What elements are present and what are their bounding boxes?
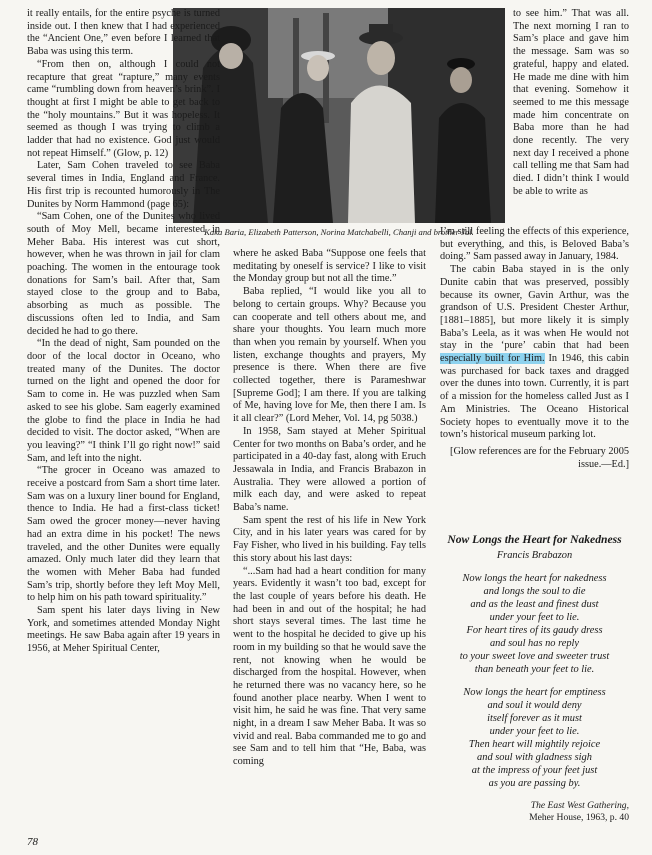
- archival-photograph: [173, 8, 505, 223]
- paragraph: [440, 264, 629, 442]
- editor-note: [Glow references are for the February 2005 issue.—Ed.]: [450, 445, 629, 470]
- photo-illustration: [173, 8, 505, 223]
- poem-stanza: [440, 686, 629, 790]
- column-left: [27, 8, 220, 656]
- column-right-top: [513, 8, 629, 199]
- paragraph: I’m still feeling the effects of this experience, but everything, and this, is Beloved Baba’s doing.” Sam passed away in January, 1984.: [440, 226, 629, 263]
- photo-caption: Kaka Baria, Elizabeth Patterson, Norina Matchabelli, Chanji and brother Jal.: [204, 227, 474, 237]
- poem-box: [440, 533, 629, 824]
- poem-line: and soul it would deny: [487, 700, 582, 711]
- poem-line: and soul has no reply: [489, 638, 580, 649]
- poem-line: Now longs the heart for nakedness: [462, 573, 607, 584]
- column-middle: [233, 248, 426, 769]
- poem-source-detail: Meher House, 1963, p. 40: [529, 812, 629, 823]
- paragraph: “Sam Cohen, one of the Dunites who lived south of Moy Mell, became interested in Meher Baba. His interest was cut short, however, when he was thrown in jail for clam poaching. The women in the entourage took donations for Sam’s bail. After that, Sam stayed close to the group and to Baba, absorbing as much as possible. The discussions often led to India, and Sam decided he had to go there.: [27, 211, 220, 337]
- paragraph: “From then on, although I could not recapture that great “rapture,” many events came “rumbling down from heaven’s brink”. I thought at first I might be able to get back to the “holy mountains.” But it was hopeless. It seemed as though I was trying to climb a ladder that had no existence. God just would not repeat Himself.” (Glow, p. 12): [27, 58, 220, 159]
- poem-stanza: [440, 572, 629, 676]
- paragraph: where he asked Baba “Suppose one feels that meditating by oneself is service? I like to visit the Monday group but not all the time.”: [233, 248, 426, 285]
- poem-line: and longs the soul to die: [483, 586, 586, 597]
- poem-line: itself forever as it must: [487, 713, 582, 724]
- paragraph: “In the dead of night, Sam pounded on the door of the local doctor in Oceano, who treated many of the Dunites. The doctor turned on the light and opened the door for Sam to come in. He was puzzled when Sam asked to see his globe. Sam eagerly examined the globe to find the place in India he had decided to visit. The doctor asked, “When are you leaving?” “I think I’ll go right now!” said Sam, and left into the night.: [27, 338, 220, 464]
- paragraph: “The grocer in Oceano was amazed to receive a postcard from Sam a short time later. Sam was on a luxury liner bound for England, thence to India. He had a first-class ticket! Sam owed the grocer money—never having had an extra dime in his pocket! The news traveled, and the other Dunites were equally amazed. Only much later did they learn that the women with Meher Baba had funded Sam’s trip, shortly before they left Moy Mell, to help him on his path toward spirituality.”: [27, 465, 220, 604]
- poem-line: as you are passing by.: [488, 778, 581, 789]
- paragraph: to see him.” That was all. The next morning I ran to Sam’s place and gave him the message. Sam was so grateful, happy and elated. He made me dine with him that evening. Somehow it seemed to me this message made him concentrate on Baba more than he had done recently. The very next day I received a phone call telling me that Sam had died. I didn’t think I would be able to write as: [513, 8, 629, 197]
- poem-title: Now Longs the Heart for Nakedness: [447, 533, 622, 546]
- poem-line: and soul with gladness sigh: [477, 752, 592, 763]
- poem-line: under your feet to lie.: [489, 612, 580, 623]
- paragraph: Sam spent the rest of his life in New York City, and in his later years was cared for by Fay Fisher, who lived in his building. Fay tells this story about his last days:: [233, 514, 426, 564]
- poem-line: For heart tires of its gaudy dress: [466, 625, 603, 636]
- column-right: [440, 226, 629, 471]
- text-run: The cabin Baba stayed in is the only Dunite cabin that was preserved, possibly because its owner, Gavin Arthur, was the grandson of U.S. President Chester Arthur, [1881–1885], but more likely it is simply Baba’s Leela, as it was when He would not stay in the ‘pure’ cabin that had been: [440, 264, 629, 352]
- poem-line: Then heart will mightily rejoice: [468, 739, 601, 750]
- poem-author: Francis Brabazon: [496, 550, 573, 561]
- paragraph: In 1958, Sam stayed at Meher Spiritual Center for two months on Baba’s order, and he participated in a 40-day fast, along with Eruch Jessawala in India, and Francis Brabazon in Australia. They were allowed a portion of milk each day, and were asked to repeat Baba’s name.: [233, 425, 426, 514]
- poem-line: than beneath your feet to lie.: [474, 664, 595, 675]
- paragraph: Baba replied, “I would like you all to belong to certain groups. Why? Because you can cooperate and tell others about me, and share your thoughts. You learn much more than when you remain by yourself. When you listen, exchange thoughts and prayers, My presence is there. When there are five collected together, there is Parameshwar [Supreme God]; I am there. If you are talking of Me, having love for Me, then there I am. Is it all clear?” (Lord Meher, Vol. 14, pg 5038.): [233, 286, 426, 425]
- paragraph: Later, Sam Cohen traveled to see Baba several times in India, England and France. His first trip is recounted humorously in The Dunites by Norm Hammond (page 65):: [27, 160, 220, 210]
- poem-source: [440, 800, 629, 824]
- poem-line: under your feet to lie.: [489, 726, 580, 737]
- paragraph: Sam spent his later days living in New York, and sometimes attended Monday Night meetings. He saw Baba again after 19 years in 1956, at Meher Spiritual Center,: [27, 605, 220, 655]
- poem-line: to your sweet love and sweeter trust: [459, 651, 610, 662]
- poem-line: at the impress of your feet just: [471, 765, 598, 776]
- page-number: 78: [27, 836, 38, 848]
- poem-line: and as the least and finest dust: [470, 599, 599, 610]
- text-run: In 1946, this cabin was purchased for back taxes and dragged over the dunes into town. Currently, it is part of a mission for the homeless called Just as I Am Ministries. The Oceano Historical Society hopes to eventually move it to the town’s historical museum parking lot.: [440, 353, 630, 441]
- paragraph: “...Sam had had a heart condition for many years. Evidently it wasn’t too bad, except for the last couple of years before his death. He had been in and out of the hospital; he had short stays several times. The last time he went to the hospital he decided to give up his room in my building so that he would save the rent, not knowing when he would be discharged from the hospital. However, when he returned there was no vacancy here, so he found another place nearby. When I went to visit him, he said he was fine. That very same night, in a dream I saw Meher Baba. It was so vivid and real. Baba commanded me to go and see Sam and to tell him that “He, Baba, was coming: [233, 565, 426, 768]
- paragraph: it really entails, for the entire psyche is turned inside out. I then knew that I had experienced the “Ancient One,” even before I learned that Baba was using this term.: [27, 8, 220, 58]
- highlighted-text[interactable]: especially built for Him.: [440, 353, 545, 365]
- poem-source-title: The East West Gathering,: [530, 800, 629, 811]
- poem-line: Now longs the heart for emptiness: [463, 687, 606, 698]
